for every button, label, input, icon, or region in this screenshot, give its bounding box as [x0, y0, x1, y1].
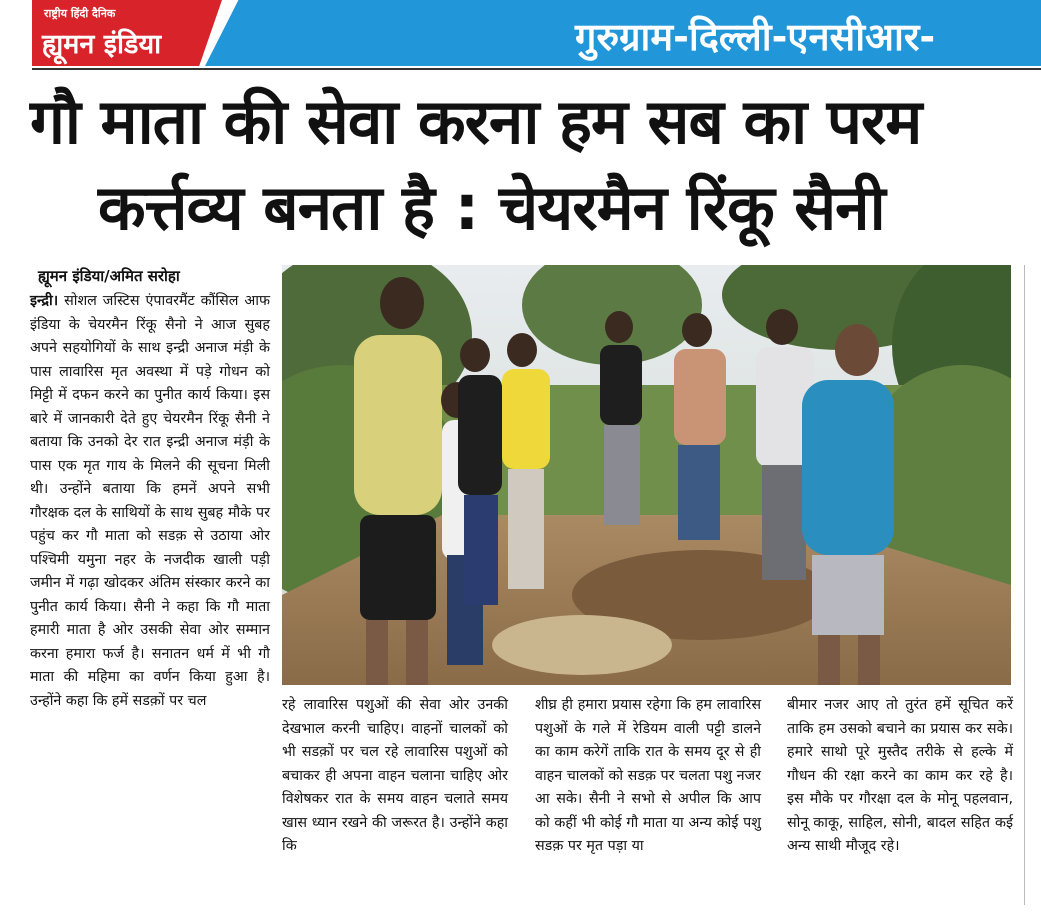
column-1-text: सोशल जस्टिस एंपावरमैंट कौंसिल आफ इंडिया के चेयरमैन रिंकू सैनो ने आज सुबह अपने सहयोगियों के साथ इन्द्री अनाज मंड़ी के पास लावारिस मृत अवस्था में पड़े गोधन को मिट्टी में दफन करने का पुनीत कार्य किया। इस बारे में जानकारी देते हुए चेयरमैन रिंकू सैनी ने बताया कि उनको देर रात इन्द्री अनाज मंड़ी के पास एक मृत गाय के मिलने की सूचना मिली थी। उन्होंने बताया कि हमनें अपने सभी गौरक्षक दल के साथियों के साथ सुबह मौके पर पहुंच कर गौ माता को सडक़ से उठाया ओर पश्चिमी यमुना नहर के नजदीक खाली पड़ी जमीन में गढ़ा खोदकर अंतिम संस्कार करने का पुनीत कार्य किया। सैनी ने कहा कि गौ माता हमारी माता है ओर उसकी सेवा ओर सम्मान करना हमारा फर्ज है। सनातन धर्म में भी गौ माता की महिमा का वर्णन किया हुआ है। उन्होंने कहा कि हमें सडक़ों पर चल	[30, 293, 270, 709]
news-photo	[282, 265, 1011, 685]
paper-tagline: राष्ट्रीय हिंदी दैनिक	[44, 7, 116, 20]
headline-line-1: गौ माता की सेवा करना हम सब का परम	[30, 85, 922, 158]
masthead	[0, 0, 1041, 68]
article-column-3: शीघ्र ही हमारा प्रयास रहेगा कि हम लावारिस पशुओं के गले में रेडियम वाली पट्टी डालने का काम करेगें ताकि रात के समय दूर से ही वाहन चालकों को सडक़ पर चलता पशु नजर आ सके। सैनी ने सभो से अपील कि आप को कहीं भी कोई गौ माता या अन्य कोई पशु सडक़ पर मृत पड़ा या	[535, 697, 761, 854]
article-column-4: बीमार नजर आए तो तुरंत हमें सूचित करें ताकि हम उसको बचाने का प्रयास कर सके। हमारे साथो पूरे मुस्तैद तरीके से हल्के में गौधन की रक्षा करने का काम कर रहे है। इस मौके पर गौरक्षा दल के मोनू पहलवान, सोनू काकू, साहिल, सोनी, बादल सहित कई अन्य साथी मौजूद रहे।	[787, 697, 1013, 854]
masthead-divider	[32, 68, 1041, 70]
headline-line-2: कर्त्तव्य बनता है : चेयरमैन रिंकू सैनी	[98, 171, 885, 244]
column-divider	[1024, 265, 1025, 905]
article-column-1	[30, 290, 270, 713]
article-column-2: रहे लावारिस पशुओं की सेवा ओर उनकी देखभाल करनी चाहिए। वाहनों चालकों को भी सडक़ों पर चल रहे लावारिस पशुओं को बचाकर ही अपना वाहन चलाना चाहिए ओर विशेषकर रात के समय वाहन चलाते समय खास ध्यान रखने की जरूरत है। उन्होंने कहा कि	[282, 697, 508, 854]
dateline: इन्द्री।	[30, 293, 59, 309]
byline: ह्यूमन इंडिया/अमित सरोहा	[38, 267, 180, 285]
photo-illustration	[282, 265, 1011, 685]
edition-region: गुरुग्राम-दिल्ली-एनसीआर-	[575, 15, 936, 59]
paper-name: ह्यूमन इंडिया	[42, 29, 162, 60]
